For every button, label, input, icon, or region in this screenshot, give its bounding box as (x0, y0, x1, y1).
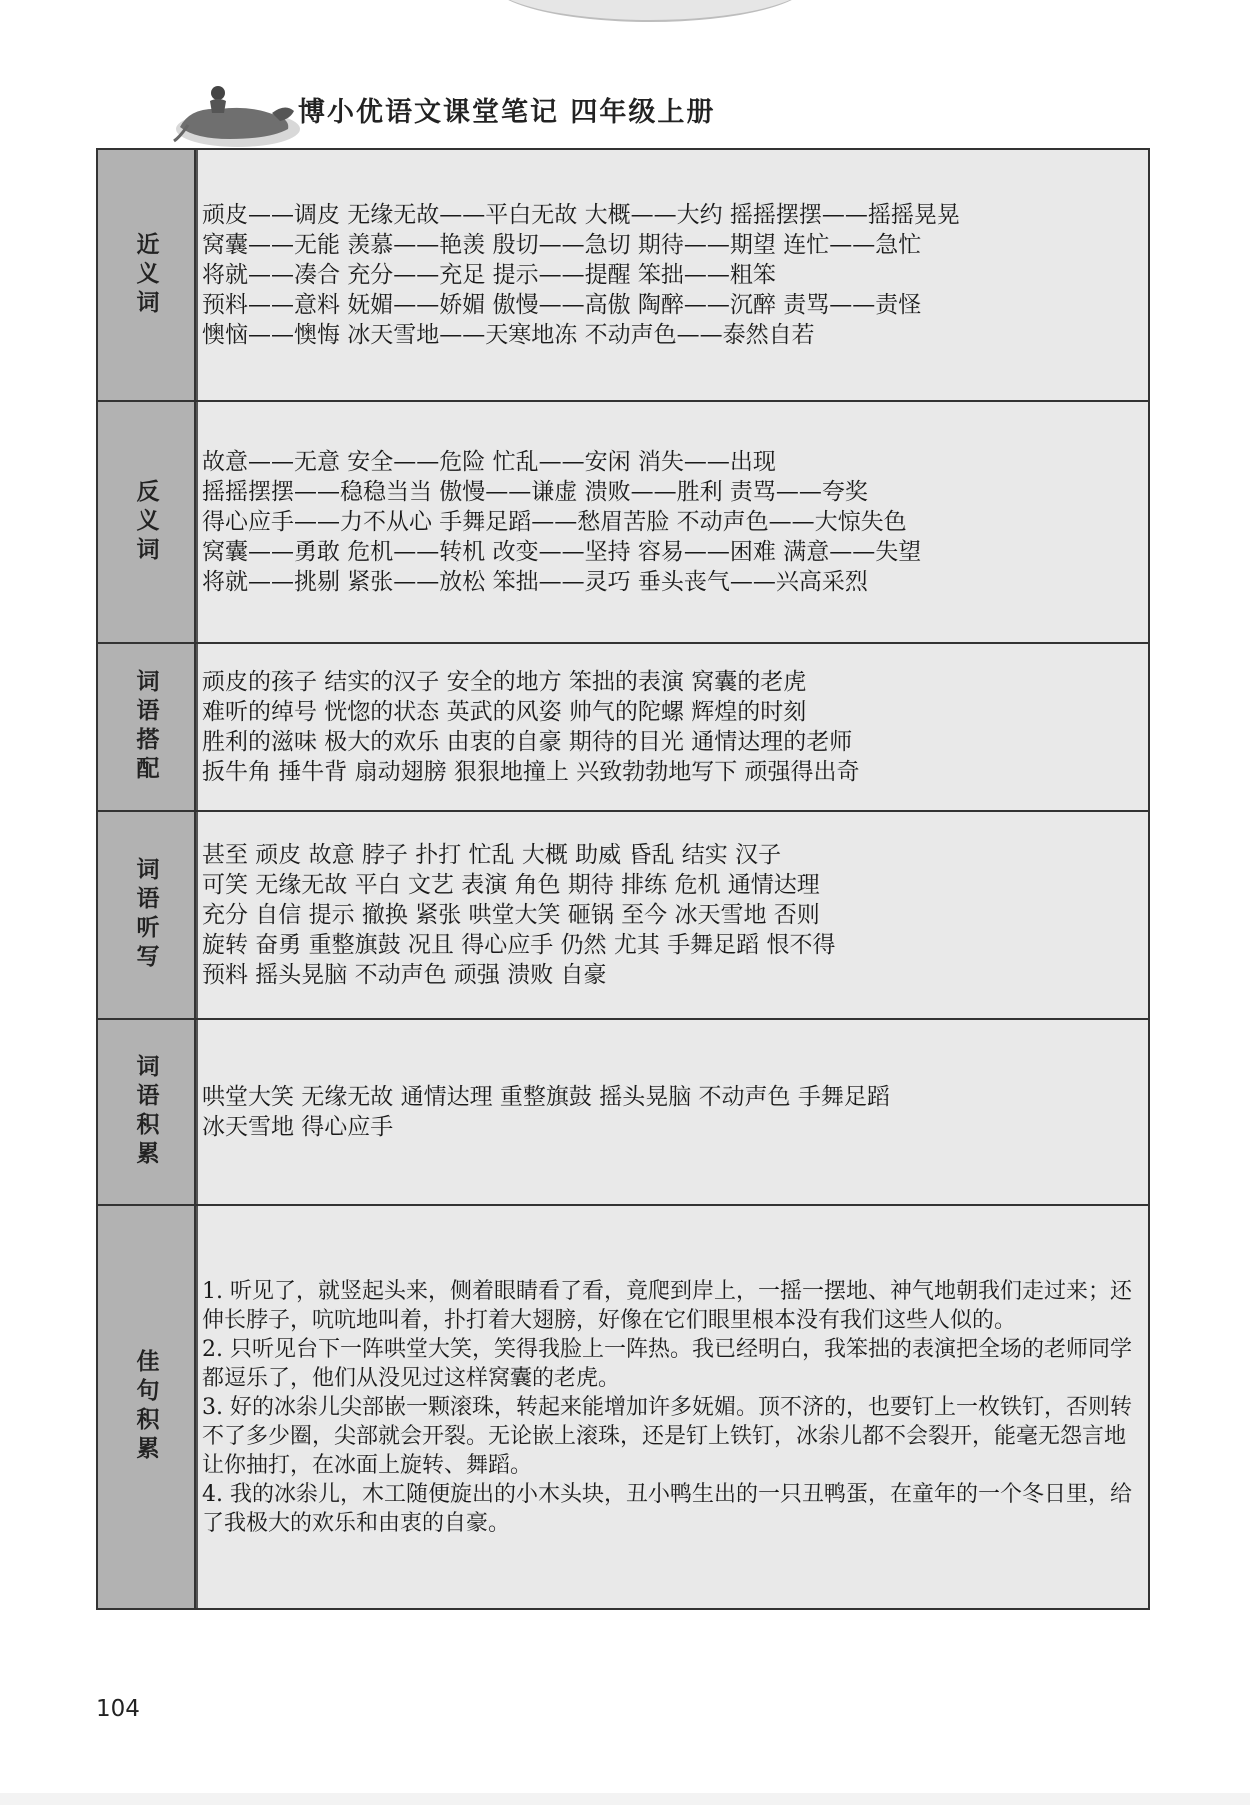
antonym-line: 窝囊——勇敢 危机——转机 改变——坚持 容易——困难 满意——失望 (202, 539, 922, 565)
page-bottom-edge (0, 1793, 1250, 1805)
synonym-line: 将就——凑合 充分——充足 提示——提醒 笨拙——粗笨 (202, 262, 776, 288)
antonym-line: 得心应手——力不从心 手舞足蹈——愁眉苦脸 不动声色——大惊失色 (202, 509, 907, 535)
synonym-line: 窝囊——无能 羡慕——艳羡 殷切——急切 期待——期望 连忙——急忙 (202, 232, 922, 258)
synonyms-content (196, 150, 1148, 400)
page-header (150, 62, 1150, 152)
collocation-line: 顽皮的孩子 结实的汉子 安全的地方 笨拙的表演 窝囊的老虎 (202, 669, 807, 695)
collocation-line: 胜利的滋味 极大的欢乐 由衷的自豪 期待的目光 通情达理的老师 (202, 729, 853, 755)
antonyms-content (196, 402, 1148, 642)
accumulation-label: 词语积累 (132, 1054, 159, 1170)
accumulation-content (196, 1020, 1148, 1204)
sentence-paragraph: 3. 好的冰尜儿尖部嵌一颗滚珠，转起来能增加许多妩媚。顶不济的，也要钉上一枚铁钉，否则转不了多少圈，尖部就会开裂。无论嵌上滚珠，还是钉上铁钉，冰尜儿都不会裂开，能毫无怨言地让你抽打，在冰面上旋转、舞蹈。 (202, 1394, 1132, 1478)
dictation-content (196, 812, 1148, 1018)
antonym-line: 摇摇摆摆——稳稳当当 傲慢——谦虚 溃败——胜利 责骂——夸奖 (202, 479, 868, 505)
collocation-line: 扳牛角 捶牛背 扇动翅膀 狠狠地撞上 兴致勃勃地写下 顽强得出奇 (202, 759, 860, 785)
dictation-line: 预料 摇头晃脑 不动声色 顽强 溃败 自豪 (202, 962, 607, 988)
antonyms-label: 反义词 (132, 478, 159, 566)
antonyms-row (98, 402, 1148, 644)
accumulation-line: 哄堂大笑 无缘无故 通情达理 重整旗鼓 摇头晃脑 不动声色 手舞足蹈 (202, 1084, 890, 1110)
sentence-paragraph: 4. 我的冰尜儿，木工随便旋出的小木头块，丑小鸭生出的一只丑鸭蛋，在童年的一个冬日里，给了我极大的欢乐和由衷的自豪。 (202, 1481, 1132, 1536)
dictation-label: 词语听写 (132, 857, 159, 973)
page-number: 104 (96, 1696, 140, 1722)
accumulation-row (98, 1020, 1148, 1206)
header-title: 博小优语文课堂笔记 四年级上册 (298, 97, 716, 128)
dictation-line: 充分 自信 提示 撤换 紧张 哄堂大笑 砸锅 至今 冰天雪地 否则 (202, 902, 820, 928)
dictation-row (98, 812, 1148, 1020)
sentence-paragraph: 1. 听见了，就竖起头来，侧着眼睛看了看，竟爬到岸上，一摇一摆地、神气地朝我们走过来；还伸长脖子，吭吭地叫着，扑打着大翅膀，好像在它们眼里根本没有我们这些人似的。 (202, 1278, 1132, 1333)
collocations-content (196, 644, 1148, 810)
dictation-line: 旋转 奋勇 重整旗鼓 况且 得心应手 仍然 尤其 手舞足蹈 恨不得 (202, 932, 836, 958)
synonym-line: 懊恼——懊悔 冰天雪地——天寒地冻 不动声色——泰然自若 (202, 322, 815, 348)
dictation-line: 甚至 顽皮 故意 脖子 扑打 忙乱 大概 助威 昏乱 结实 汉子 (202, 842, 782, 868)
page-top-decoration (490, 0, 810, 22)
synonyms-label: 近义词 (132, 231, 159, 319)
sentences-content (196, 1206, 1148, 1608)
collocation-line: 难听的绰号 恍惚的状态 英武的风姿 帅气的陀螺 辉煌的时刻 (202, 699, 807, 725)
vocabulary-table (96, 148, 1150, 1610)
accumulation-line: 冰天雪地 得心应手 (202, 1114, 394, 1140)
sentence-paragraph: 2. 只听见台下一阵哄堂大笑，笑得我脸上一阵热。我已经明白，我笨拙的表演把全场的老师同学都逗乐了，他们从没见过这样窝囊的老虎。 (202, 1336, 1132, 1391)
synonym-line: 预料——意料 妩媚——娇媚 傲慢——高傲 陶醉——沉醉 责骂——责怪 (202, 292, 922, 318)
sentences-label: 佳句积累 (132, 1349, 159, 1465)
ox-rider-logo-icon (160, 67, 310, 152)
synonym-line: 顽皮——调皮 无缘无故——平白无故 大概——大约 摇摇摆摆——摇摇晃晃 (202, 202, 960, 228)
antonym-line: 将就——挑剔 紧张——放松 笨拙——灵巧 垂头丧气——兴高采烈 (202, 569, 868, 595)
antonym-line: 故意——无意 安全——危险 忙乱——安闲 消失——出现 (202, 449, 776, 475)
sentences-row (98, 1206, 1148, 1608)
collocations-label: 词语搭配 (132, 669, 159, 785)
dictation-line: 可笑 无缘无故 平白 文艺 表演 角色 期待 排练 危机 通情达理 (202, 872, 820, 898)
synonyms-row (98, 150, 1148, 402)
collocations-row (98, 644, 1148, 812)
